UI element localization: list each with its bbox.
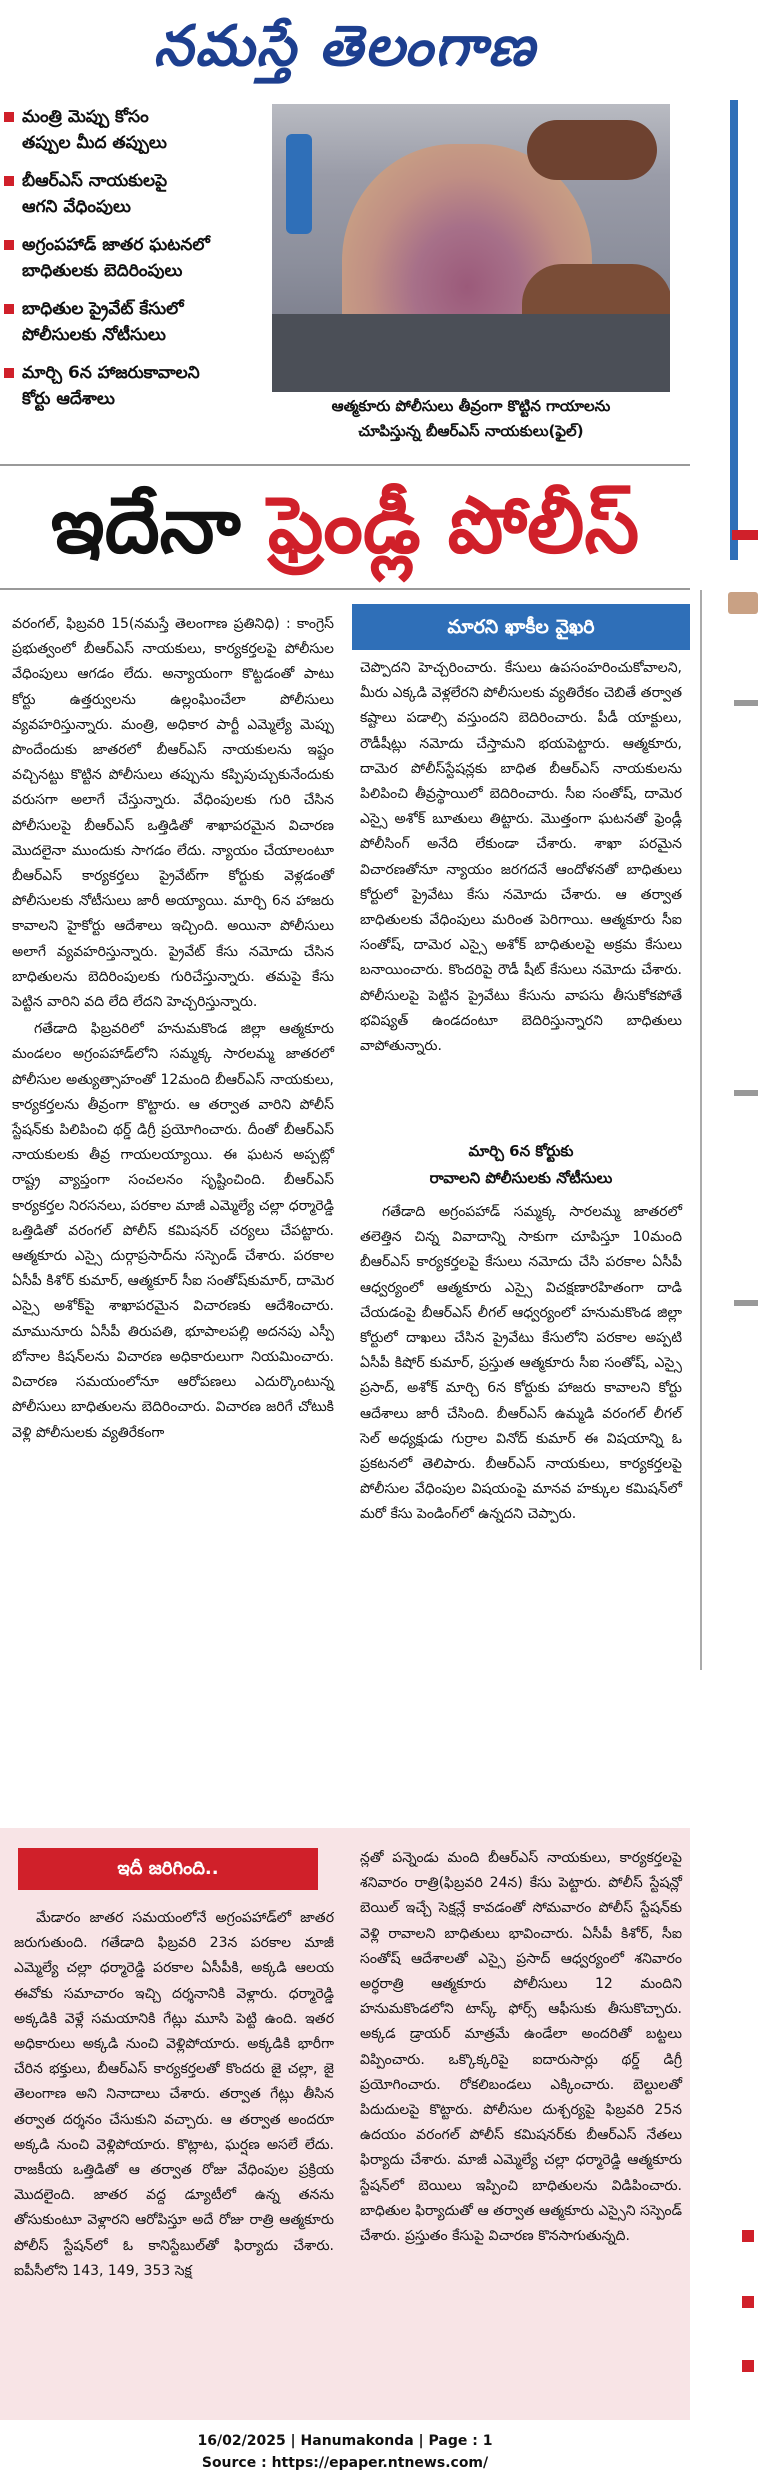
subheading [352, 1138, 690, 1192]
red-square-icon [4, 176, 14, 186]
bullet-item [0, 164, 270, 228]
adjacent-text-line [734, 1300, 758, 1306]
bullet-text: పోలీసులకు నోటీసులు [22, 325, 166, 345]
bullet-text: అగ్రంపహాడ్ జాతర ఘటనలో [22, 235, 210, 255]
adjacent-thumbnail [728, 592, 758, 614]
article-paragraph: చెప్పొదని హెచ్చరించారు. కేసులు ఉపసంహరించుకోవాలని, మీరు ఎక్కడి వెళ్లలేరని పోలీసులకు వ్యతిరేకం చెబితే తర్వాత కష్టాలు పడాల్సి వస్తుందని బెదిరించారు. పీడీ యాక్టులు, రౌడీషీట్లు నమోదు చేస్తామని భయపెట్టారు. ఆత్మకూరు, దామెర పోలీస్‌స్టేషన్లకు బాధిత బీఆర్ఎస్ నాయకులను పిలిపించి తీవ్రస్థాయిలో బెదిరించారు. సీఐ సంతోష్, దామెర ఎస్సై అశోక్ బూతులు తిట్టారు. మొత్తంగా ఘటనతో ఫ్రెండ్లీ పోలీసింగ్ అనేది లేకుండా చేశారు. శాఖా పరమైన విచారణతోనూ న్యాయం జరగదనే ఆందోళనతో బాధితులు కోర్టులో ప్రైవేటు కేసు నమోదు చేశారు. ఆ తర్వాత బాధితులకు వేధింపులు మరింత పెరిగాయి. ఆత్మకూరు సీఐ సంతోష్, దామెర ఎస్సై అశోక్ బాధితులపై అక్రమ కేసులు బనాయించారు. కొందరిపై రౌడీ షీట్ కేసులు నమోదు చేశారు. పోలీసులపై పెట్టిన ప్రైవేటు కేసును వాపసు తీసుకోకపోతే భవిష్యత్ ఉండదంటూ బెదిరిస్తున్నారని బాధితులు వాపోతున్నారు. [360, 660, 682, 1055]
article-column-right [360, 656, 682, 1061]
red-square-icon [4, 240, 14, 250]
photo-hand [527, 120, 657, 180]
box-paragraph: న్లతో పన్నెండు మంది బీఆర్ఎస్ నాయకులు, కార్యకర్తలపై శనివారం రాత్రి(ఫిబ్రవరి 24న) కేసు పెట్టారు. పోలీస్ స్టేషన్లో బెయిల్ ఇచ్చే సెక్షన్లే కావడంతో సోమవారం పోలీస్ స్టేషన్‌కు వెళ్లి రావాలని బాధితులు భావించారు. ఏసీపీ కిశోర్, సీఐ సంతోష్ ఆదేశాలతో ఎస్సై ప్రసాద్ ఆధ్వర్యంలో శనివారం అర్ధరాత్రి ఆత్మకూరు పోలీసులు 12 మందిని హనుమకొండలోని టాస్క్ ఫోర్స్ ఆఫీసుకు తీసుకొచ్చారు. అక్కడ డ్రాయర్ మాత్రమే ఉండేలా అందరితో బట్టలు విప్పించారు. ఒక్కొక్కరిపై ఐదారుసార్లు థర్డ్ డిగ్రీ ప్రయోగించారు. రోకలిబండలు ఎక్కించారు. బెల్టులతో పిదుదులపై కొట్టారు. పోలీసుల దుశ్చర్యపై ఫిబ్రవరి 25న ఉదయం వరంగల్ పోలీస్ కమిషనర్‌కు బీఆర్ఎస్ నేతలు ఫిర్యాదు చేశారు. మాజీ ఎమ్మెల్యే చల్లా ధర్మారెడ్డి ఆత్మకూరు స్టేషన్‌లో బెయిలు ఇప్పించి బాధితులను విడిపించారు. బాధితుల ఫిర్యాదుతో ఆ తర్వాత ఆత్మకూరు ఎస్సైని సస్పెండ్ చేశారు. ప్రస్తుతం కేసుపై విచారణ కొనసాగుతున్నది. [360, 1850, 682, 2245]
bullet-item [0, 228, 270, 292]
subheading-line: మార్చి 6న కోర్టుకు [468, 1142, 574, 1160]
bullet-text: బీఆర్ఎస్ నాయకులపై [22, 171, 168, 191]
article-column-right-lower [360, 1200, 682, 1530]
masthead [0, 0, 690, 92]
divider [0, 588, 690, 590]
caption-line: చూపిస్తున్న బీఆర్ఎస్ నాయకులు(ఫైల్) [358, 422, 584, 440]
footer-source: Source : https://epaper.ntnews.com/ [201, 2455, 489, 2471]
bullet-text: మంత్రి మెప్పు కోసం [22, 107, 149, 127]
masthead-title: నమస్తే తెలంగాణ [153, 13, 537, 79]
red-square-icon [4, 368, 14, 378]
caption-line: ఆత్మకూరు పోలీసులు తీవ్రంగా కొట్టిన గాయాలను [331, 397, 611, 415]
adjacent-page-strip [690, 0, 758, 2485]
bullet-item [0, 356, 270, 420]
footer-date: 16/02/2025 | Hanumakonda | Page : 1 [197, 2433, 493, 2449]
adjacent-red-bullet [742, 2296, 754, 2308]
bullet-item [0, 100, 270, 164]
article-paragraph: గతేడాది ఫిబ్రవరిలో హనుమకొండ జిల్లా ఆత్మకూరు మండలం అగ్రంపహాడ్‌లోని సమ్మక్క సారలమ్మ జాతరలో పోలీసుల అత్యుత్సాహంతో 12మంది బీఆర్ఎస్ నాయకులు, కార్యకర్తలను తీవ్రంగా కొట్టారు. ఆ తర్వాత వారిని పోలీస్ స్టేషన్‌కు పిలిపించి థర్డ్ డిగ్రీ ప్రయోగించారు. దీంతో బీఆర్ఎస్ నాయకులకు తీవ్ర గాయలయ్యాయి. ఈ ఘటన అప్పట్లో రాష్ట్ర వ్యాప్తంగా సంచలనం సృష్టించింది. బీఆర్ఎస్ కార్యకర్తల నిరసనలు, పరకాల మాజీ ఎమ్మెల్యే చల్లా ధర్మారెడ్డి ఒత్తిడితో వరంగల్ పోలీస్ కమిషనర్ చర్యలు చేపట్టారు. ఆత్మకూరు ఎస్సై దుర్గాప్రసాద్‌ను సస్పెండ్ చేశారు. పరకాల ఏసీపీ కిశోర్ కుమార్, ఆత్మకూర్ సీఐ సంతోష్‌కుమార్, దామెర ఎస్సై అశోక్‌పై శాఖాపరమైన విచారణకు ఆదేశించారు. మామునూరు ఏసీపీ తిరుపతి, భూపాలపల్లి అదనపు ఎస్పీ బోనాల కిషన్‌లను విచారణ అధికారులుగా నియమించారు. విచారణ సమయంలోనూ ఆరోపణలు ఎదుర్కొంటున్న పోలీసులు బాధితులను బెదిరించారు. విచారణ జరిగే చోటుకి వెళ్లి పోలీసులకు వ్యతిరేకంగా [12, 1021, 334, 1441]
subheading-line: రావాలని పోలీసులకు నోటీసులు [429, 1169, 613, 1187]
adjacent-red-mark [732, 530, 758, 540]
headline-part-red: ఫ్రెండ్లీ పోలీస్ [267, 481, 640, 571]
adjacent-blue-border [730, 100, 738, 560]
section-heading: మారని ఖాకీల వైఖరి [352, 604, 690, 650]
article-paragraph: గతేడాది అగ్రంపహాడ్ సమ్మక్క సారలమ్మ జాతరలో తలెత్తిన చిన్న వివాదాన్ని సాకుగా చూపిస్తూ 10మంది బీఆర్ఎస్ కార్యకర్తలపై కేసులు నమోదు చేసి పరకాల ఏసీపీ ఆధ్వర్యంలో ఆత్మకూరు ఎస్సై విచక్షణారహితంగా దాడి చేయడంపై బీఆర్ఎస్ లీగల్ ఆధ్వర్యంలో హనుమకొండ జిల్లా కోర్టులో దాఖలు చేసిన ప్రైవేటు కేసులోని పరకాల అప్పటి ఏసీపీ కిషోర్ కుమార్, ప్రస్తుత ఆత్మకూరు సీఐ సంతోష్, ఎస్సై ప్రసాద్, అశోక్ మార్చి 6న కోర్టుకు హాజరు కావాలని కోర్టు ఆదేశాలు జారీ చేసింది. బీఆర్ఎస్ ఉమ్మడి వరంగల్ లీగల్ సెల్ అధ్యక్షుడు గుర్రాల వినోద్ కుమార్ ఈ విషయాన్ని ఓ ప్రకటనలో తెలిపారు. బీఆర్ఎస్ నాయకులు, కార్యకర్తలపై పోలీసుల వేధింపుల విషయంపై మానవ హక్కుల కమిషన్‌లో మరో కేసు పెండింగ్‌లో ఉన్నదని చెప్పారు. [360, 1204, 682, 1523]
red-square-icon [4, 112, 14, 122]
bullet-text: బాధితుల ప్రైవేట్ కేసులో [22, 299, 184, 319]
box-tag: ఇదీ జరిగింది.. [18, 1848, 318, 1890]
bullet-text: తప్పుల మీద తప్పులు [22, 133, 167, 153]
page-scroll-track[interactable] [700, 590, 702, 1670]
photo-bottle [286, 134, 312, 234]
bullet-text: ఆగని వేధింపులు [22, 197, 131, 217]
bullet-text: కోర్టు ఆదేశాలు [22, 389, 115, 409]
bullet-text: బాధితులకు బెదిరింపులు [22, 261, 183, 281]
box-paragraph: మేడారం జాతర సమయంలోనే అగ్రంపహాడ్‌లో జాతర జరుగుతుంది. గతేడాది ఫిబ్రవరి 23న పరకాల మాజీ ఎమ్మెల్యే చల్లా ధర్మారెడ్డి పరకాల ఏసీపీకి, అక్కడి ఆలయ ఈవోకు సమాచారం ఇచ్చి దర్శనానికి వెళ్లారు. ధర్మారెడ్డి అక్కడికి వెళ్లే సమయానికి గేట్లు మూసి పెట్టి ఉంది. ఇతర అధికారులు అక్కడి నుంచి వెళ్లిపోయారు. అక్కడికి భారీగా చేరిన భక్తులు, బీఆర్ఎస్ కార్యకర్తలతో కొందరు జై చల్లా, జై తెలంగాణ అని నినాదాలు చేశారు. తర్వాత గేట్లు తీసిన తర్వాత దర్శనం చేసుకుని వచ్చారు. ఆ తర్వాత అందరూ అక్కడి నుంచి వెళ్లిపోయారు. కొట్లాట, ఘర్షణ అసలే లేదు. రాజకీయ ఒత్తిడితో ఆ తర్వాత రోజు వేధింపుల ప్రక్రియ మొదలైంది. జాతర వద్ద డ్యూటీలో ఉన్న తనను తోసుకుంటూ వెళ్లారని ఆరోపిస్తూ అదే రోజు రాత్రి ఆత్మకూరు పోలీస్ స్టేషన్‌లో ఓ కానిస్టేబుల్‌తో ఫిర్యాదు చేశారు. ఐపీసీలోని 143, 149, 353 సెక్ష [14, 1910, 334, 2279]
photo-clothing [272, 314, 670, 392]
adjacent-text-line [734, 700, 758, 706]
adjacent-red-bullet [742, 2360, 754, 2372]
news-photo [272, 104, 670, 392]
bullet-item [0, 292, 270, 356]
adjacent-red-bullet [742, 2230, 754, 2242]
box-column-left [14, 1906, 334, 2286]
box-column-right [360, 1846, 682, 2251]
headline [0, 472, 690, 580]
red-square-icon [4, 304, 14, 314]
bullet-list [0, 100, 270, 420]
adjacent-text-line [734, 1090, 758, 1096]
page-footer [0, 2430, 690, 2474]
article-column-left [12, 612, 334, 1448]
bullet-text: మార్చి 6న హాజరుకావాలని [22, 363, 200, 383]
article-paragraph: వరంగల్, ఫిబ్రవరి 15(నమస్తే తెలంగాణ ప్రతినిధి) : కాంగ్రెస్ ప్రభుత్వంలో బీఆర్ఎస్ నాయకులు, కార్యకర్తలపై పోలీసుల వేధింపులు ఆగడం లేదు. అన్యాయంగా కొట్టడంతో పాటు కోర్టు ఉత్తర్వులను ఉల్లంఘించేలా పోలీసులు వ్యవహరిస్తున్నారు. మంత్రి, అధికార పార్టీ ఎమ్మెల్యే మెప్పు పొందేందుకు జాతరలో బీఆర్ఎస్ నాయకులను ఇష్టం వచ్చినట్టు కొట్టిన పోలీసులు తప్పును కప్పిపుచ్చుకునేందుకు వరుసగా అలాగే చేస్తున్నారు. వేధింపులకు గురి చేసిన పోలీసులపై బీఆర్ఎస్ ఒత్తిడితో శాఖాపరమైన విచారణ మొదలైనా ముందుకు సాగడం లేదు. న్యాయం చేయాలంటూ బీఆర్ఎస్ కార్యకర్తలు ప్రైవేట్‌గా కోర్టుకు వెళ్లడంతో పోలీసులకు నోటీసులు జారీ అయ్యాయి. మార్చి 6న హాజరు కావాలని హైకోర్టు ఆదేశాలు ఇచ్చింది. అయినా పోలీసులు అలాగే వ్యవహరిస్తున్నారు. ప్రైవేట్ కేసు నమోదు చేసిన బాధితులను బెదిరింపులకు గురిచేస్తున్నారు. తమపై కేసు పెట్టిన వారిని వది లేది లేదని హెచ్చరిస్తున్నారు. [12, 616, 334, 1011]
photo-caption [272, 394, 670, 444]
headline-part-black: ఇదేనా [50, 481, 268, 571]
divider [0, 464, 690, 466]
